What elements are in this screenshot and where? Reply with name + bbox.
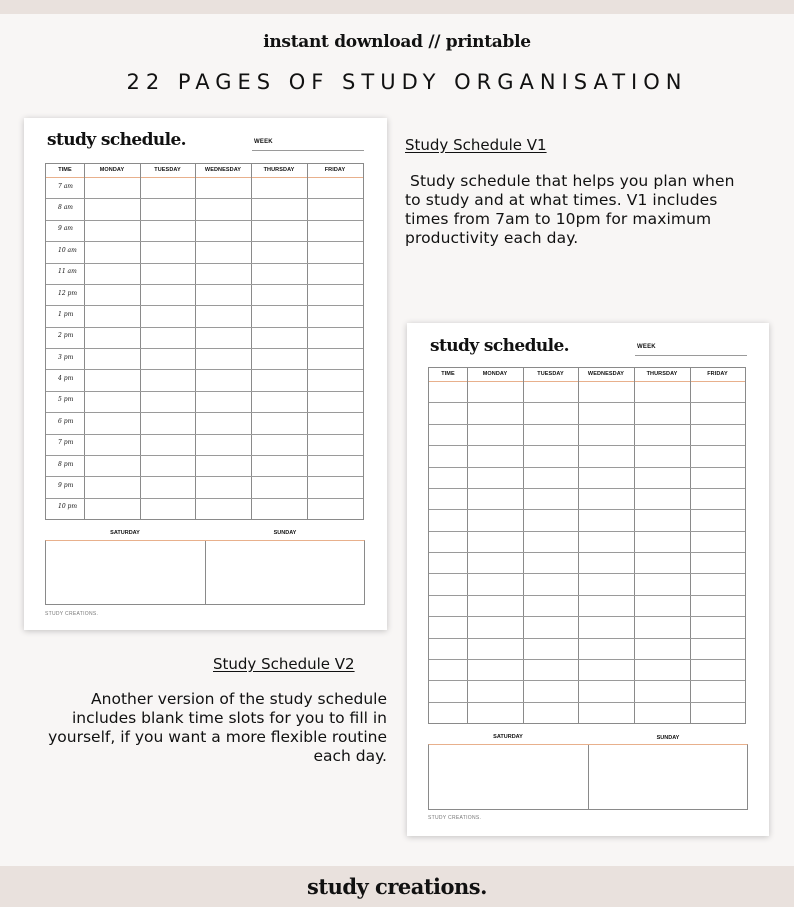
column-divider: [690, 368, 691, 723]
weekend-boxes: [428, 744, 748, 810]
row-divider: [46, 455, 363, 456]
row-divider: [429, 573, 745, 574]
time-label: 3 pm: [58, 353, 74, 361]
column-header: WEDNESDAY: [587, 371, 625, 377]
row-divider: [46, 391, 363, 392]
row-divider: [46, 284, 363, 285]
row-divider: [46, 369, 363, 370]
sunday-label: SUNDAY: [656, 735, 680, 741]
footer-brand: study creations.: [307, 874, 487, 899]
top-band: [0, 0, 794, 14]
time-label: 7 pm: [58, 439, 74, 447]
week-line: [252, 150, 364, 151]
row-divider: [46, 263, 363, 264]
row-divider: [429, 424, 745, 425]
time-label: 8 pm: [58, 460, 74, 468]
sheet-title: study schedule.: [430, 336, 570, 356]
column-header: TIME: [441, 371, 455, 377]
column-header: FRIDAY: [324, 167, 346, 173]
column-header: THURSDAY: [646, 371, 678, 377]
weekend-divider: [588, 745, 589, 809]
time-label: 1 pm: [58, 310, 74, 318]
row-divider: [46, 305, 363, 306]
week-line: [635, 355, 747, 356]
column-header: TUESDAY: [154, 167, 181, 173]
row-divider: [429, 616, 745, 617]
time-label: 8 am: [58, 204, 73, 212]
column-divider: [307, 164, 308, 519]
section-title-v1: Study Schedule V1: [405, 136, 547, 154]
schedule-sheet-v2: [407, 323, 769, 836]
column-header: WEDNESDAY: [204, 167, 242, 173]
column-divider: [467, 368, 468, 723]
column-divider: [523, 368, 524, 723]
week-label: WEEK: [254, 139, 273, 145]
column-divider: [195, 164, 196, 519]
time-label: 4 pm: [58, 375, 74, 383]
sheet-footer: STUDY CREATIONS.: [45, 611, 99, 617]
time-label: 9 pm: [58, 481, 74, 489]
time-label: 7 am: [58, 182, 73, 190]
row-divider: [46, 348, 363, 349]
column-header: THURSDAY: [263, 167, 295, 173]
section-title-v2: Study Schedule V2: [213, 655, 355, 673]
description-v1: Study schedule that helps you plan when to study and at what times. V1 includes times from 7am to 10pm for maximum productivity each day.: [405, 172, 735, 247]
row-divider: [429, 467, 745, 468]
row-divider: [46, 220, 363, 221]
column-header: FRIDAY: [707, 371, 728, 377]
row-divider: [46, 198, 363, 199]
weekend-boxes: [45, 540, 365, 605]
row-divider: [46, 476, 363, 477]
headline: 22 PAGES OF STUDY ORGANISATION: [126, 70, 688, 94]
row-divider: [46, 434, 363, 435]
column-divider: [251, 164, 252, 519]
column-header: MONDAY: [99, 167, 125, 173]
time-label: 12 pm: [58, 289, 78, 297]
column-divider: [140, 164, 141, 519]
row-divider: [429, 702, 745, 703]
column-divider: [84, 164, 85, 519]
row-divider: [429, 488, 745, 489]
sheet-footer: STUDY CREATIONS.: [428, 815, 482, 821]
row-divider: [46, 241, 363, 242]
row-divider: [429, 595, 745, 596]
description-v2: Another version of the study schedule includes blank time slots for you to fill in yourself, if you want a more flexible routine each day.: [48, 690, 387, 765]
row-divider: [46, 412, 363, 413]
time-label: 9 am: [58, 225, 73, 233]
column-header: TIME: [58, 167, 72, 173]
row-divider: [46, 327, 363, 328]
tagline: instant download // printable: [263, 32, 531, 52]
weekday-grid: [428, 367, 746, 724]
time-label: 5 pm: [58, 396, 74, 404]
time-label: 10 pm: [58, 503, 78, 511]
row-divider: [429, 638, 745, 639]
schedule-sheet-v1: [24, 118, 387, 630]
row-divider: [46, 498, 363, 499]
row-divider: [429, 531, 745, 532]
column-divider: [634, 368, 635, 723]
weekday-grid: [45, 163, 364, 520]
saturday-label: SATURDAY: [110, 530, 140, 536]
week-label: WEEK: [637, 344, 656, 350]
column-divider: [578, 368, 579, 723]
column-header: TUESDAY: [537, 371, 564, 377]
time-label: 11 am: [58, 268, 77, 276]
time-label: 6 pm: [58, 417, 74, 425]
column-header: MONDAY: [482, 371, 508, 377]
time-label: 10 am: [58, 246, 77, 254]
row-divider: [429, 552, 745, 553]
sheet-title: study schedule.: [47, 130, 187, 150]
sunday-label: SUNDAY: [273, 530, 297, 536]
row-divider: [429, 680, 745, 681]
row-divider: [429, 445, 745, 446]
weekend-divider: [205, 541, 206, 604]
row-divider: [429, 402, 745, 403]
time-label: 2 pm: [58, 332, 74, 340]
saturday-label: SATURDAY: [493, 734, 523, 740]
row-divider: [429, 509, 745, 510]
row-divider: [429, 659, 745, 660]
